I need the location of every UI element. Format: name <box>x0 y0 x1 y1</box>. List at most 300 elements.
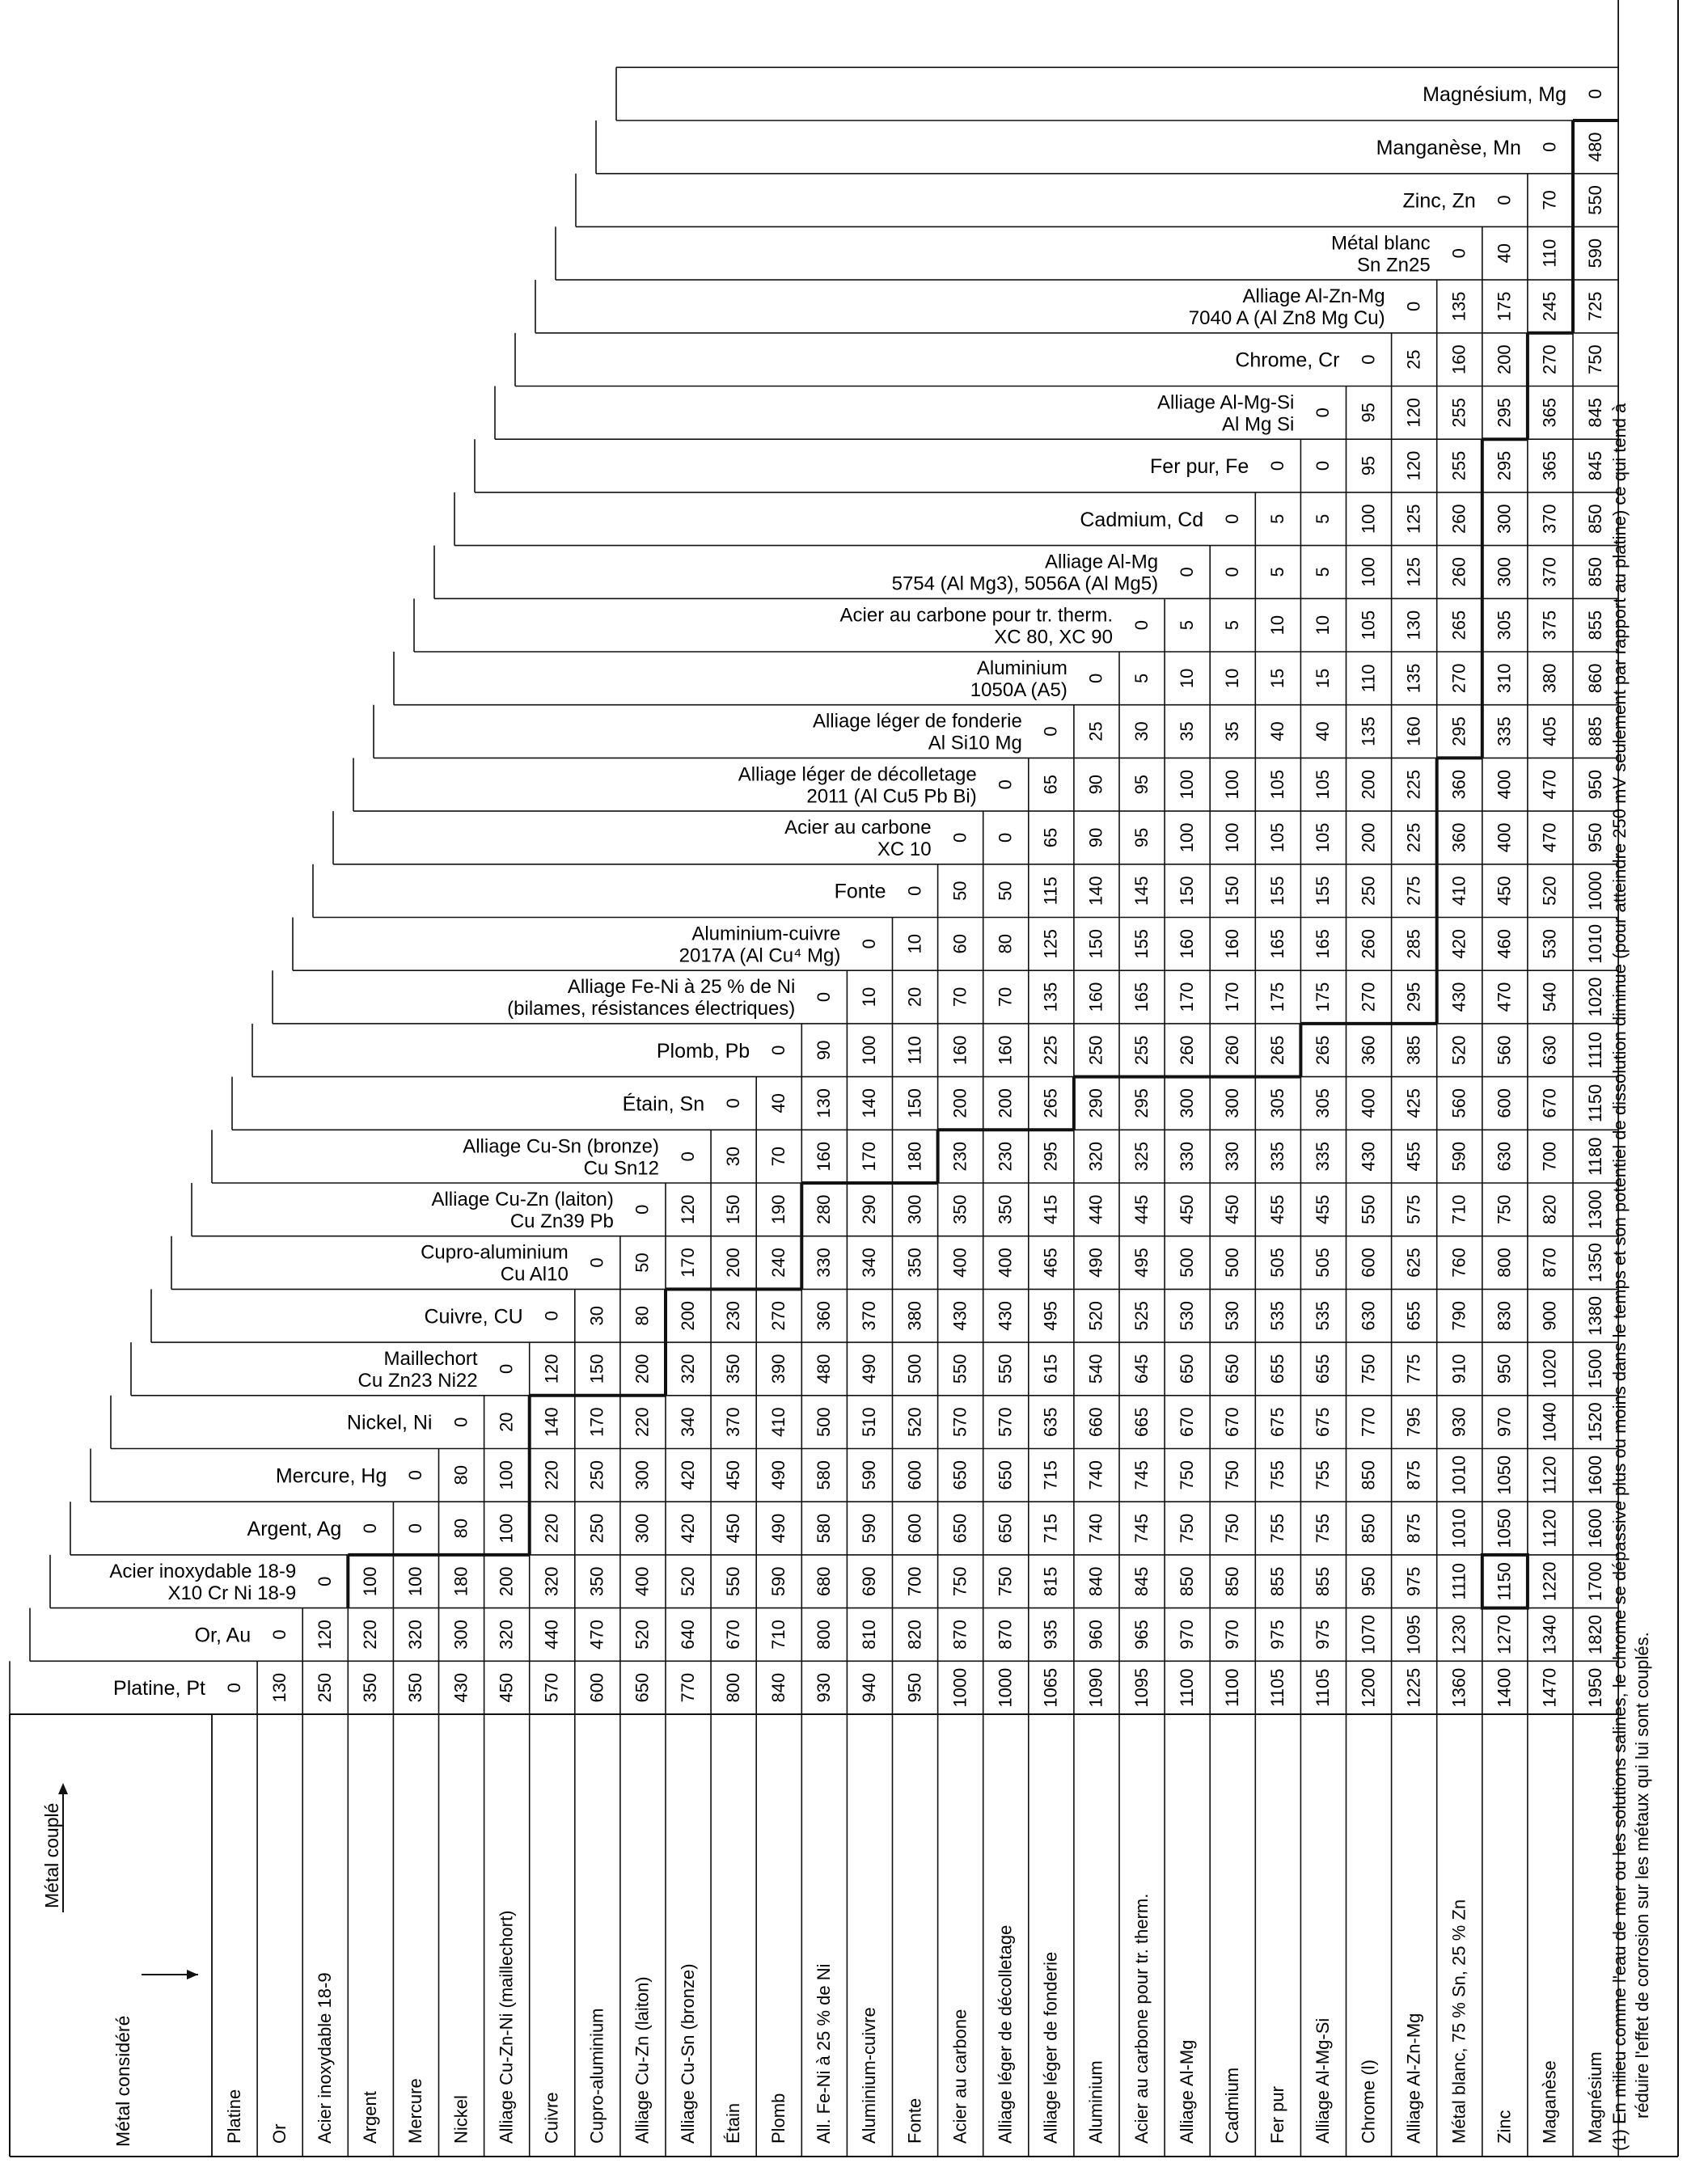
column-header: 2011 (Al Cu5 Pb Bi) <box>806 785 977 808</box>
value-cell: 100 <box>1222 822 1242 853</box>
value-cell: 0 <box>223 1683 244 1693</box>
value-cell: 760 <box>1448 1248 1469 1278</box>
value-cell: 150 <box>586 1354 607 1384</box>
row-label: Fer pur <box>1267 2086 1288 2144</box>
value-cell: 170 <box>1222 982 1242 1012</box>
value-cell: 175 <box>1267 982 1288 1012</box>
value-cell: 160 <box>1085 982 1106 1012</box>
value-cell: 770 <box>1358 1407 1379 1438</box>
value-cell: 5 <box>1267 567 1288 577</box>
value-cell: 0 <box>1494 195 1515 205</box>
value-cell: 630 <box>1539 1035 1560 1066</box>
value-cell: 5 <box>1222 619 1242 631</box>
value-cell: 550 <box>722 1566 743 1597</box>
value-cell: 160 <box>1403 716 1424 746</box>
value-cell: 300 <box>1222 1088 1242 1118</box>
value-cell: 300 <box>1494 504 1515 534</box>
value-cell: 0 <box>360 1523 381 1534</box>
value-cell: 5 <box>1267 513 1288 524</box>
value-cell: 420 <box>677 1513 698 1544</box>
value-cell: 80 <box>995 934 1016 954</box>
value-cell: 1100 <box>1222 1668 1242 1707</box>
value-cell: 675 <box>1313 1407 1334 1438</box>
value-cell: 460 <box>1494 928 1515 959</box>
value-cell: 1300 <box>1584 1189 1605 1230</box>
value-cell: 1380 <box>1584 1295 1605 1336</box>
value-cell: 665 <box>1131 1407 1152 1438</box>
value-cell: 225 <box>1403 822 1424 853</box>
row-label: Nickel <box>450 2095 471 2144</box>
column-header: Aluminium-cuivre <box>691 923 841 945</box>
value-cell: 150 <box>1085 928 1106 959</box>
row-label: Alliage Al-Zn-Mg <box>1403 2013 1424 2144</box>
value-cell: 20 <box>496 1412 517 1432</box>
value-cell: 450 <box>1222 1194 1242 1225</box>
value-cell: 590 <box>859 1513 880 1544</box>
column-header: XC 10 <box>877 839 932 861</box>
row-label: Alliage Cu-Zn-Ni (maillechort) <box>496 1910 517 2144</box>
value-cell: 160 <box>1222 928 1242 959</box>
value-cell: 470 <box>1539 769 1560 800</box>
value-cell: 375 <box>1539 610 1560 640</box>
value-cell: 850 <box>1584 557 1605 587</box>
value-cell: 260 <box>1176 1035 1197 1066</box>
value-cell: 840 <box>1085 1566 1106 1597</box>
value-cell: 570 <box>949 1407 970 1438</box>
row-label: Alliage Cu-Zn (laiton) <box>632 1976 653 2144</box>
value-cell: 875 <box>1403 1460 1424 1490</box>
value-cell: 740 <box>1085 1513 1106 1544</box>
value-cell: 180 <box>450 1566 471 1597</box>
value-cell: 260 <box>1448 504 1469 534</box>
value-cell: 520 <box>677 1566 698 1597</box>
value-cell: 230 <box>949 1141 970 1172</box>
value-cell: 70 <box>1539 190 1560 210</box>
value-cell: 960 <box>1085 1620 1106 1650</box>
column-header: Alliage Fe-Ni à 25 % de Ni <box>567 976 796 999</box>
value-cell: 165 <box>1131 982 1152 1012</box>
value-cell: 580 <box>814 1460 835 1490</box>
value-cell: 105 <box>1313 769 1334 800</box>
value-cell: 110 <box>1539 239 1560 268</box>
value-cell: 270 <box>1539 344 1560 374</box>
value-cell: 100 <box>1176 769 1197 800</box>
column-header: Fonte <box>834 880 886 903</box>
value-cell: 360 <box>1448 769 1469 800</box>
value-cell: 470 <box>586 1620 607 1650</box>
column-header: Cu Sn12 <box>583 1157 659 1180</box>
value-cell: 450 <box>722 1513 743 1544</box>
value-cell: 430 <box>1448 982 1469 1012</box>
value-cell: 450 <box>722 1460 743 1490</box>
value-cell: 145 <box>1131 876 1152 906</box>
value-cell: 175 <box>1313 982 1334 1012</box>
column-header: Acier au carbone pour tr. therm. <box>839 604 1113 627</box>
column-header: 2017A (Al Cu⁴ Mg) <box>679 944 841 967</box>
value-cell: 350 <box>722 1354 743 1384</box>
value-cell: 0 <box>450 1417 471 1427</box>
value-cell: 950 <box>1584 822 1605 853</box>
value-cell: 430 <box>1358 1141 1379 1172</box>
value-cell: 900 <box>1539 1300 1560 1331</box>
column-header: Platine, Pt <box>113 1677 205 1700</box>
value-cell: 255 <box>1448 450 1469 481</box>
value-cell: 455 <box>1267 1194 1288 1225</box>
value-cell: 400 <box>1358 1088 1379 1118</box>
value-cell: 535 <box>1313 1300 1334 1331</box>
value-cell: 310 <box>1494 663 1515 694</box>
value-cell: 305 <box>1494 610 1515 640</box>
value-cell: 850 <box>1222 1566 1242 1597</box>
value-cell: 95 <box>1131 774 1152 795</box>
row-label: Aluminium-cuivre <box>859 2007 880 2144</box>
value-cell: 670 <box>1176 1407 1197 1438</box>
value-cell: 975 <box>1313 1620 1334 1650</box>
value-cell: 0 <box>496 1363 517 1375</box>
column-header: Alliage Cu-Zn (laiton) <box>431 1189 614 1210</box>
value-cell: 400 <box>995 1248 1016 1278</box>
value-cell: 120 <box>677 1194 698 1225</box>
value-cell: 350 <box>904 1248 925 1278</box>
value-cell: 950 <box>904 1672 925 1703</box>
value-cell: 650 <box>949 1513 970 1544</box>
value-cell: 305 <box>1313 1088 1334 1118</box>
value-cell: 740 <box>1085 1460 1106 1490</box>
value-cell: 65 <box>1040 827 1061 848</box>
value-cell: 795 <box>1403 1407 1424 1438</box>
value-cell: 175 <box>1494 291 1515 322</box>
value-cell: 220 <box>541 1513 562 1544</box>
value-cell: 1340 <box>1539 1615 1560 1654</box>
column-header: Mercure, Hg <box>275 1464 387 1488</box>
value-cell: 510 <box>859 1407 880 1438</box>
value-cell: 800 <box>1494 1248 1515 1278</box>
value-cell: 0 <box>949 832 970 843</box>
value-cell: 65 <box>1040 774 1061 795</box>
value-cell: 365 <box>1539 397 1560 428</box>
value-cell: 360 <box>1358 1035 1379 1066</box>
value-cell: 250 <box>315 1672 335 1703</box>
value-cell: 35 <box>1222 721 1242 741</box>
value-cell: 940 <box>859 1672 880 1703</box>
row-label: Acier au carbone pour tr. therm. <box>1131 1893 1152 2144</box>
row-label: Mercure <box>405 2078 426 2144</box>
value-cell: 0 <box>995 779 1016 790</box>
value-cell: 140 <box>859 1088 880 1118</box>
value-cell: 1120 <box>1539 1509 1560 1548</box>
value-cell: 400 <box>1494 822 1515 853</box>
value-cell: 110 <box>1358 664 1379 693</box>
value-cell: 750 <box>1494 1194 1515 1225</box>
value-cell: 200 <box>1358 822 1379 853</box>
value-cell: 800 <box>722 1672 743 1703</box>
value-cell: 540 <box>1085 1354 1106 1384</box>
value-cell: 750 <box>1222 1460 1242 1490</box>
value-cell: 150 <box>1176 876 1197 906</box>
value-cell: 1040 <box>1539 1402 1560 1443</box>
value-cell: 335 <box>1494 716 1515 746</box>
value-cell: 530 <box>1222 1300 1242 1331</box>
value-cell: 650 <box>1176 1354 1197 1384</box>
value-cell: 725 <box>1584 291 1605 322</box>
column-header: Alliage Al-Mg-Si <box>1156 391 1295 414</box>
value-cell: 140 <box>1085 876 1106 906</box>
value-cell: 285 <box>1403 928 1424 959</box>
value-cell: 1820 <box>1584 1615 1605 1654</box>
value-cell: 650 <box>949 1460 970 1490</box>
value-cell: 745 <box>1131 1513 1152 1544</box>
value-cell: 95 <box>1358 403 1379 423</box>
value-cell: 1600 <box>1584 1508 1605 1548</box>
value-cell: 975 <box>1403 1566 1424 1597</box>
value-cell: 320 <box>496 1620 517 1650</box>
value-cell: 750 <box>995 1566 1016 1597</box>
value-cell: 0 <box>1085 673 1106 684</box>
value-cell: 40 <box>1494 243 1515 264</box>
value-cell: 600 <box>1358 1248 1379 1278</box>
value-cell: 360 <box>1448 822 1469 853</box>
value-cell: 370 <box>722 1407 743 1438</box>
value-cell: 120 <box>541 1354 562 1384</box>
value-cell: 845 <box>1131 1566 1152 1597</box>
value-cell: 0 <box>722 1098 743 1109</box>
value-cell: 950 <box>1358 1566 1379 1597</box>
value-cell: 440 <box>1085 1194 1106 1225</box>
value-cell: 450 <box>1494 876 1515 906</box>
value-cell: 130 <box>1403 610 1424 640</box>
value-cell: 1180 <box>1584 1137 1605 1176</box>
value-cell: 1020 <box>1539 1349 1560 1389</box>
value-cell: 490 <box>1085 1248 1106 1278</box>
value-cell: 800 <box>814 1620 835 1650</box>
row-label: Acier inoxydable 18-9 <box>315 1972 335 2144</box>
value-cell: 265 <box>1313 1035 1334 1066</box>
value-cell: 300 <box>904 1194 925 1225</box>
value-cell: 300 <box>632 1460 653 1490</box>
column-header: Argent, Ag <box>247 1518 342 1541</box>
value-cell: 1095 <box>1403 1615 1424 1654</box>
value-cell: 0 <box>405 1523 426 1534</box>
value-cell: 10 <box>1222 668 1242 689</box>
value-cell: 710 <box>768 1620 788 1650</box>
column-header: Cupro-aluminium <box>421 1241 569 1264</box>
value-cell: 0 <box>1131 619 1152 631</box>
value-cell: 320 <box>541 1566 562 1597</box>
value-cell: 965 <box>1131 1620 1152 1650</box>
value-cell: 550 <box>1584 185 1605 215</box>
value-cell: 495 <box>1131 1248 1152 1278</box>
value-cell: 15 <box>1267 668 1288 689</box>
value-cell: 850 <box>1358 1460 1379 1490</box>
value-cell: 405 <box>1539 716 1560 746</box>
value-cell: 755 <box>1267 1460 1288 1490</box>
value-cell: 390 <box>768 1354 788 1384</box>
coupled-axis-label: Métal couplé <box>41 1802 62 1908</box>
value-cell: 300 <box>450 1620 471 1650</box>
value-cell: 840 <box>768 1672 788 1703</box>
value-cell: 200 <box>496 1566 517 1597</box>
value-cell: 550 <box>1358 1194 1379 1225</box>
column-header: Alliage léger de fonderie <box>812 710 1022 733</box>
value-cell: 155 <box>1131 928 1152 959</box>
row-label: Alliage Cu-Sn (bronze) <box>677 1963 698 2144</box>
value-cell: 530 <box>1539 928 1560 959</box>
row-label: Acier au carbone <box>949 2009 970 2144</box>
value-cell: 420 <box>677 1460 698 1490</box>
column-header: Al Si10 Mg <box>928 732 1022 754</box>
value-cell: 10 <box>904 934 925 954</box>
value-cell: 580 <box>814 1513 835 1544</box>
value-cell: 200 <box>722 1248 743 1278</box>
value-cell: 590 <box>768 1566 788 1597</box>
value-cell: 0 <box>1313 460 1334 471</box>
row-label: Plomb <box>768 2093 788 2144</box>
value-cell: 750 <box>1358 1354 1379 1384</box>
value-cell: 370 <box>1539 504 1560 534</box>
value-cell: 550 <box>949 1354 970 1384</box>
value-cell: 500 <box>904 1354 925 1384</box>
value-cell: 775 <box>1403 1354 1424 1384</box>
value-cell: 90 <box>1085 774 1106 795</box>
value-cell: 35 <box>1176 721 1197 741</box>
value-cell: 650 <box>995 1460 1016 1490</box>
value-cell: 540 <box>1539 982 1560 1012</box>
value-cell: 0 <box>1448 248 1469 259</box>
value-cell: 70 <box>768 1146 788 1167</box>
value-cell: 60 <box>949 934 970 954</box>
value-cell: 1270 <box>1494 1615 1515 1654</box>
value-cell: 590 <box>1448 1141 1469 1172</box>
value-cell: 265 <box>1267 1035 1288 1066</box>
row-label: Alliage Al-Mg-Si <box>1313 2017 1334 2144</box>
value-cell: 0 <box>904 885 925 896</box>
value-cell: 410 <box>768 1407 788 1438</box>
value-cell: 1500 <box>1584 1349 1605 1389</box>
value-cell: 275 <box>1403 876 1424 906</box>
value-cell: 410 <box>1448 876 1469 906</box>
value-cell: 420 <box>1448 928 1469 959</box>
value-cell: 670 <box>722 1620 743 1650</box>
value-cell: 1090 <box>1085 1667 1106 1708</box>
value-cell: 350 <box>586 1566 607 1597</box>
value-cell: 505 <box>1267 1248 1288 1278</box>
value-cell: 220 <box>632 1407 653 1438</box>
value-cell: 300 <box>1494 557 1515 587</box>
column-header: 5754 (Al Mg3), 5056A (Al Mg5) <box>891 572 1159 595</box>
value-cell: 1110 <box>1448 1562 1469 1600</box>
value-cell: 455 <box>1313 1194 1334 1225</box>
value-cell: 170 <box>586 1407 607 1438</box>
value-cell: 250 <box>586 1513 607 1544</box>
value-cell: 430 <box>995 1300 1016 1331</box>
value-cell: 100 <box>1358 557 1379 587</box>
value-cell: 1010 <box>1448 1455 1469 1495</box>
row-label: Platine <box>223 2089 244 2144</box>
value-cell: 710 <box>1448 1194 1469 1225</box>
column-header: Alliage Al-Zn-Mg <box>1242 285 1385 308</box>
value-cell: 400 <box>1494 769 1515 800</box>
value-cell: 525 <box>1131 1300 1152 1331</box>
value-cell: 0 <box>1539 142 1560 152</box>
value-cell: 855 <box>1313 1566 1334 1597</box>
column-header: (bilames, résistances électriques) <box>507 998 796 1020</box>
value-cell: 560 <box>1448 1088 1469 1118</box>
column-header: Étain, Sn <box>622 1092 705 1116</box>
value-cell: 200 <box>995 1088 1016 1118</box>
value-cell: 1105 <box>1313 1668 1334 1707</box>
value-cell: 505 <box>1313 1248 1334 1278</box>
value-cell: 480 <box>814 1354 835 1384</box>
value-cell: 30 <box>586 1306 607 1326</box>
value-cell: 870 <box>949 1620 970 1650</box>
value-cell: 0 <box>1313 408 1334 418</box>
value-cell: 170 <box>859 1141 880 1172</box>
value-cell: 255 <box>1131 1035 1152 1066</box>
column-header: Chrome, Cr <box>1235 349 1340 372</box>
value-cell: 150 <box>904 1088 925 1118</box>
value-cell: 845 <box>1584 450 1605 481</box>
value-cell: 875 <box>1403 1513 1424 1544</box>
value-cell: 845 <box>1584 397 1605 428</box>
value-cell: 600 <box>904 1460 925 1490</box>
value-cell: 10 <box>1267 615 1288 636</box>
value-cell: 160 <box>1448 344 1469 374</box>
value-cell: 80 <box>450 1465 471 1485</box>
value-cell: 535 <box>1267 1300 1288 1331</box>
row-label: Aluminium <box>1085 2060 1106 2144</box>
value-cell: 715 <box>1040 1513 1061 1544</box>
value-cell: 30 <box>1131 721 1152 741</box>
value-cell: 675 <box>1267 1407 1288 1438</box>
value-cell: 450 <box>1176 1194 1197 1225</box>
value-cell: 255 <box>1448 397 1469 428</box>
value-cell: 1110 <box>1584 1031 1605 1069</box>
value-cell: 240 <box>768 1248 788 1278</box>
value-cell: 660 <box>1085 1407 1106 1438</box>
value-cell: 755 <box>1267 1513 1288 1544</box>
value-cell: 1360 <box>1448 1667 1469 1708</box>
value-cell: 100 <box>1222 769 1242 800</box>
value-cell: 270 <box>1358 982 1379 1012</box>
value-cell: 0 <box>1040 726 1061 737</box>
value-cell: 130 <box>814 1088 835 1118</box>
value-cell: 615 <box>1040 1354 1061 1384</box>
value-cell: 250 <box>1085 1035 1106 1066</box>
value-cell: 370 <box>859 1300 880 1331</box>
value-cell: 440 <box>541 1620 562 1650</box>
value-cell: 320 <box>405 1620 426 1650</box>
value-cell: 160 <box>949 1035 970 1066</box>
value-cell: 0 <box>268 1629 290 1640</box>
value-cell: 300 <box>632 1513 653 1544</box>
value-cell: 700 <box>1539 1141 1560 1172</box>
value-cell: 230 <box>995 1141 1016 1172</box>
value-cell: 0 <box>1222 567 1242 577</box>
value-cell: 520 <box>1448 1035 1469 1066</box>
value-cell: 970 <box>1494 1407 1515 1438</box>
value-cell: 325 <box>1131 1141 1152 1172</box>
value-cell: 0 <box>814 991 835 1003</box>
value-cell: 320 <box>677 1354 698 1384</box>
value-cell: 305 <box>1267 1088 1288 1118</box>
value-cell: 630 <box>1494 1141 1515 1172</box>
value-cell: 500 <box>1222 1248 1242 1278</box>
row-label: Chrome (l) <box>1358 2059 1379 2144</box>
value-cell: 30 <box>722 1146 743 1167</box>
column-header: Aluminium <box>976 657 1068 679</box>
value-cell: 20 <box>904 986 925 1008</box>
value-cell: 650 <box>1222 1354 1242 1384</box>
